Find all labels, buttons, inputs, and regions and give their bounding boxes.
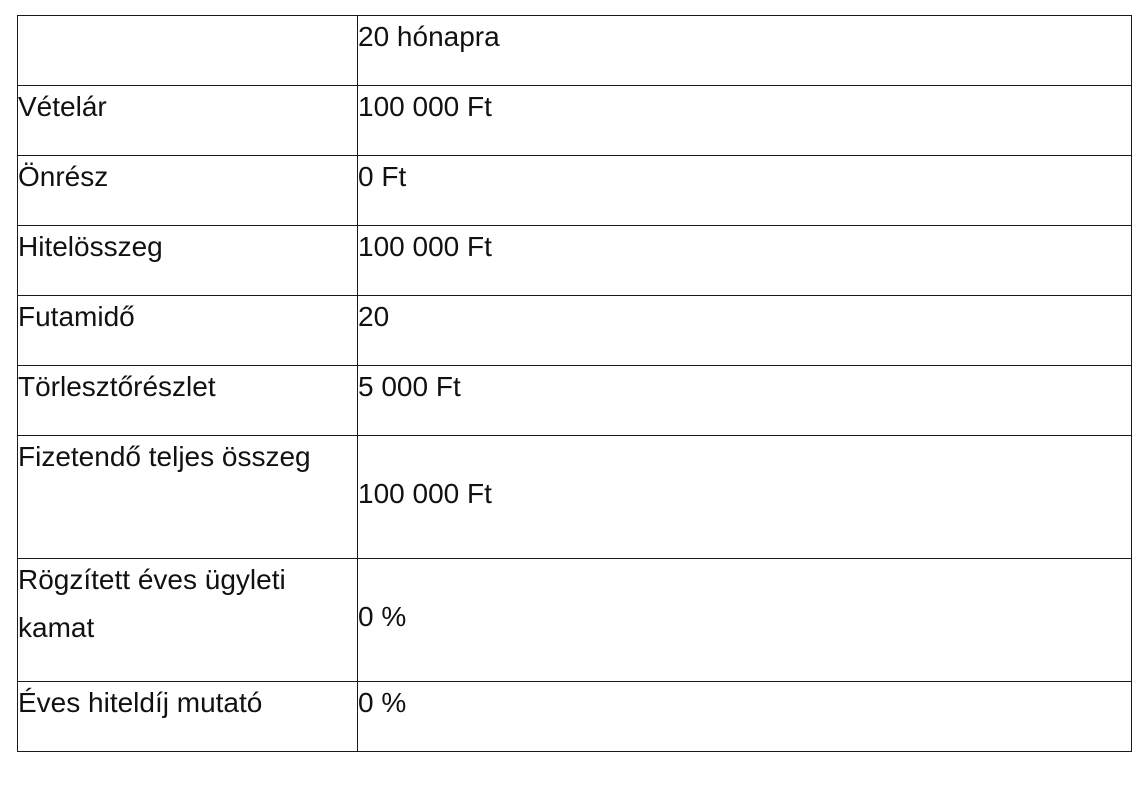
row-label: Hitelösszeg	[18, 231, 163, 262]
loan-summary-table	[17, 15, 1132, 752]
row-label: Rögzített éves ügyleti kamat	[18, 564, 286, 643]
header-value: 20 hónapra	[358, 21, 500, 52]
table-row	[18, 366, 1132, 436]
row-value-cell	[358, 156, 1132, 226]
row-label: Önrész	[18, 161, 109, 192]
row-value-cell	[358, 682, 1132, 752]
table-row	[18, 559, 1132, 682]
row-value: 100 000 Ft	[358, 231, 492, 262]
row-value-cell	[358, 296, 1132, 366]
row-value-cell	[358, 366, 1132, 436]
table-header-row	[18, 16, 1132, 86]
row-label-cell	[18, 436, 358, 559]
table-row	[18, 226, 1132, 296]
row-label: Futamidő	[18, 301, 135, 332]
row-label-cell	[18, 226, 358, 296]
row-label-cell	[18, 366, 358, 436]
row-label-cell	[18, 296, 358, 366]
row-value: 100 000 Ft	[358, 477, 492, 509]
row-value: 5 000 Ft	[358, 371, 461, 402]
table-row	[18, 156, 1132, 226]
table-row	[18, 682, 1132, 752]
row-value: 0 %	[358, 687, 407, 718]
row-label: Vételár	[18, 91, 107, 122]
header-value-cell	[358, 16, 1132, 86]
row-value: 100 000 Ft	[358, 91, 492, 122]
row-value-cell	[358, 226, 1132, 296]
row-label: Törlesztőrészlet	[18, 371, 216, 402]
row-label-cell	[18, 559, 358, 682]
row-value: 20	[358, 301, 390, 332]
empty-header-cell	[18, 16, 358, 86]
row-value: 0 %	[358, 600, 407, 632]
row-label: Fizetendő teljes összeg	[18, 441, 311, 472]
table-row	[18, 296, 1132, 366]
row-value-cell	[358, 436, 1132, 559]
row-value-cell	[358, 559, 1132, 682]
row-value: 0 Ft	[358, 161, 407, 192]
table-row	[18, 436, 1132, 559]
table-row	[18, 86, 1132, 156]
row-label: Éves hiteldíj mutató	[18, 687, 263, 718]
row-value-cell	[358, 86, 1132, 156]
row-label-cell	[18, 156, 358, 226]
row-label-cell	[18, 86, 358, 156]
row-label-cell	[18, 682, 358, 752]
